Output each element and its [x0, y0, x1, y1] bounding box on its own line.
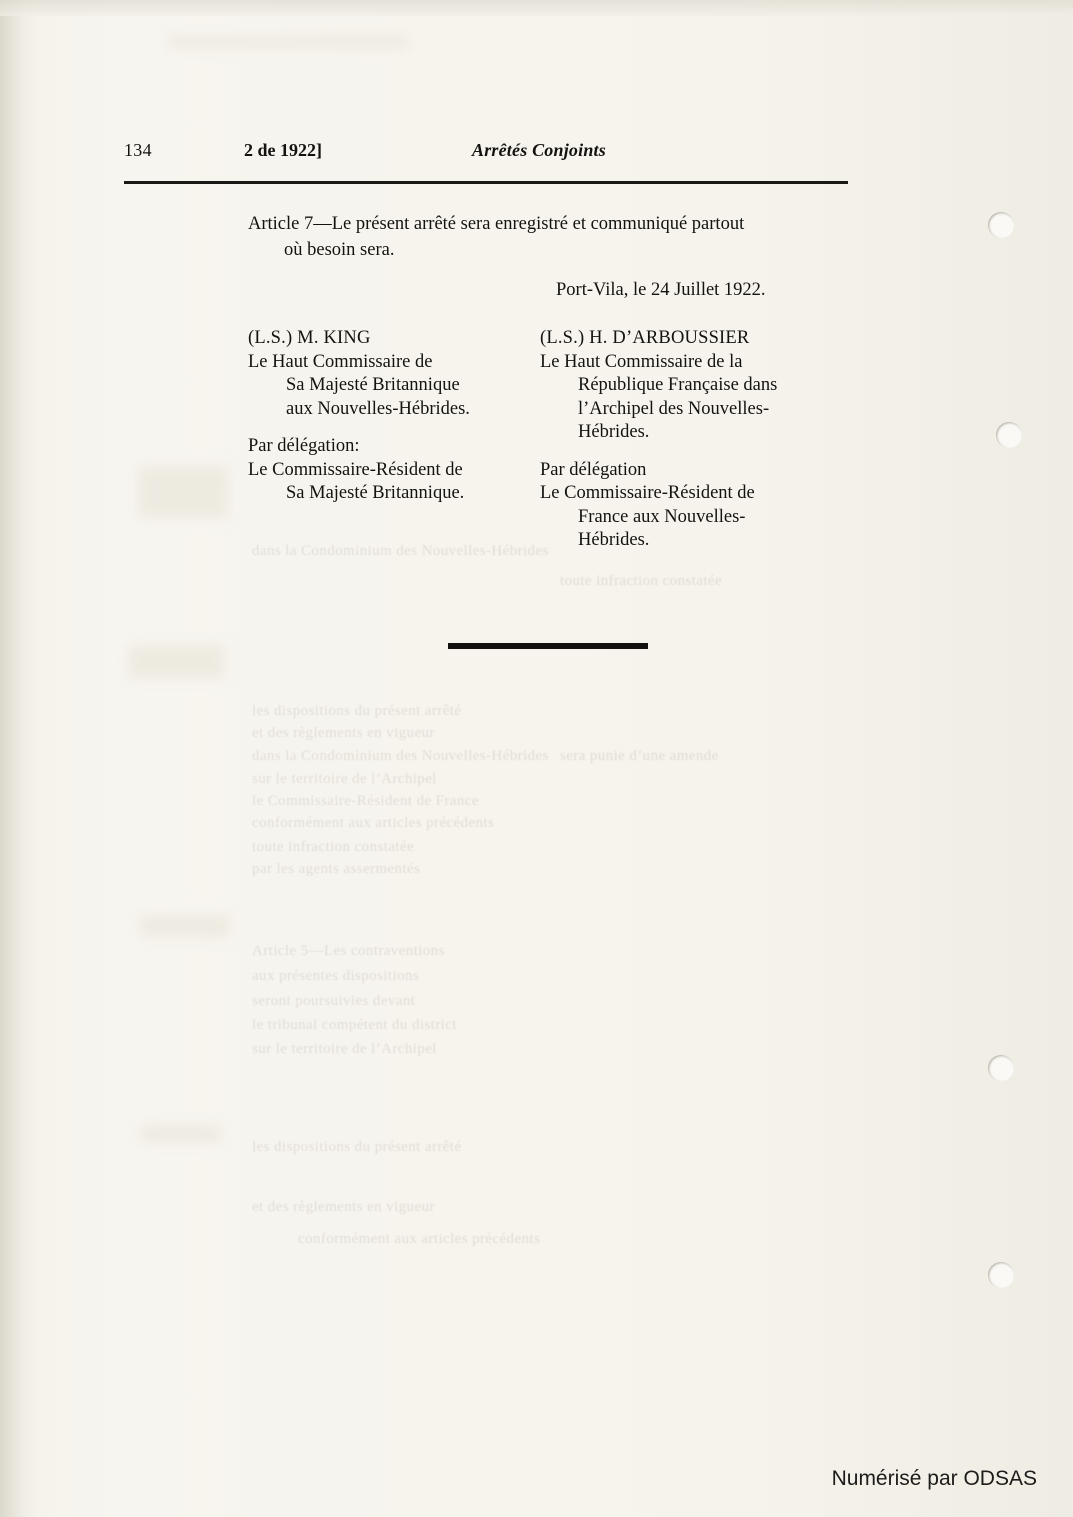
scan-credit-note: Numérisé par ODSAS — [831, 1467, 1037, 1490]
delegation-line: Sa Majesté Britannique. — [286, 483, 465, 503]
delegation-label-left: Par délégation: — [248, 436, 360, 456]
place-and-date: Port-Vila, le 24 Juillet 1922. — [556, 280, 766, 300]
spacer — [540, 445, 860, 459]
signature-block — [248, 327, 868, 553]
bleed-through-text: les dispositions du présent arrêté — [252, 703, 462, 719]
delegation-line: France aux Nouvelles- — [578, 506, 746, 527]
section-end-rule — [448, 643, 648, 649]
bleed-through-text: et des règlements en vigueur — [252, 725, 435, 741]
spacer — [248, 421, 540, 435]
signatory-name-right: (L.S.) H. D’ARBOUSSIER — [540, 328, 750, 348]
bleed-through-text: dans la Condominium des Nouvelles-Hébrides — [252, 748, 549, 764]
bleed-through-text: le tribunal compétent du district — [252, 1017, 457, 1033]
bleed-through-text: les dispositions du présent arrêté — [252, 1139, 462, 1155]
signatory-title-line: Le Haut Commissaire de la — [540, 351, 743, 372]
signatory-title-line: République Française dans — [578, 375, 778, 395]
signature-column-left — [248, 327, 540, 553]
page-number: 134 — [124, 140, 152, 160]
bleed-through-text: conformément aux articles précédents — [252, 815, 495, 831]
bleed-through-text: sur le territoire de l’Archipel — [252, 771, 437, 787]
bleed-through-text: aux présentes dispositions — [252, 968, 420, 984]
bleed-through-text: seront poursuivies devant — [252, 993, 416, 1009]
bleed-through-text: par les agents assermentés — [252, 861, 421, 877]
bleed-through-text: le Commissaire-Résident de France — [252, 793, 479, 809]
signatory-title-line: Hébrides. — [578, 422, 650, 442]
signatory-title-line: aux Nouvelles-Hébrides. — [286, 398, 470, 419]
delegation-line: Le Commissaire-Résident de — [248, 459, 463, 480]
article-line-1: Article 7—Le présent arrêté sera enregistré et communiqué partout — [248, 214, 745, 234]
signature-column-right — [540, 327, 860, 553]
delegation-line: Le Commissaire-Résident de — [540, 483, 755, 503]
signatory-title-line: Sa Majesté Britannique — [286, 375, 460, 395]
page-title: Arrêtés Conjoints — [472, 140, 606, 160]
bleed-through-text: dans la Condominium des Nouvelles-Hébrides — [252, 543, 549, 559]
bleed-through-text: Article 5—Les contraventions — [252, 943, 445, 959]
bleed-through-text: toute infraction constatée — [252, 839, 415, 855]
signatory-title-line: Le Haut Commissaire de — [248, 351, 433, 372]
signatory-title-line: l’Archipel des Nouvelles- — [578, 398, 770, 419]
page-header — [124, 140, 848, 161]
delegation-label-right: Par délégation — [540, 459, 647, 480]
article-paragraph — [248, 211, 852, 263]
bleed-through-text: sera punie d’une amende — [560, 748, 719, 764]
header-reference: 2 de 1922] — [244, 140, 322, 160]
bleed-through-text: sur le territoire de l’Archipel — [252, 1041, 437, 1057]
article-line-2: où besoin sera. — [284, 240, 395, 260]
bleed-through-text: et des règlements en vigueur — [252, 1199, 435, 1215]
header-divider — [124, 181, 848, 184]
signatory-name-left: (L.S.) M. KING — [248, 328, 371, 348]
delegation-line: Hébrides. — [578, 530, 650, 550]
bleed-through-text: toute infraction constatée — [560, 573, 723, 589]
bleed-through-text: conformément aux articles précédents — [298, 1231, 541, 1247]
